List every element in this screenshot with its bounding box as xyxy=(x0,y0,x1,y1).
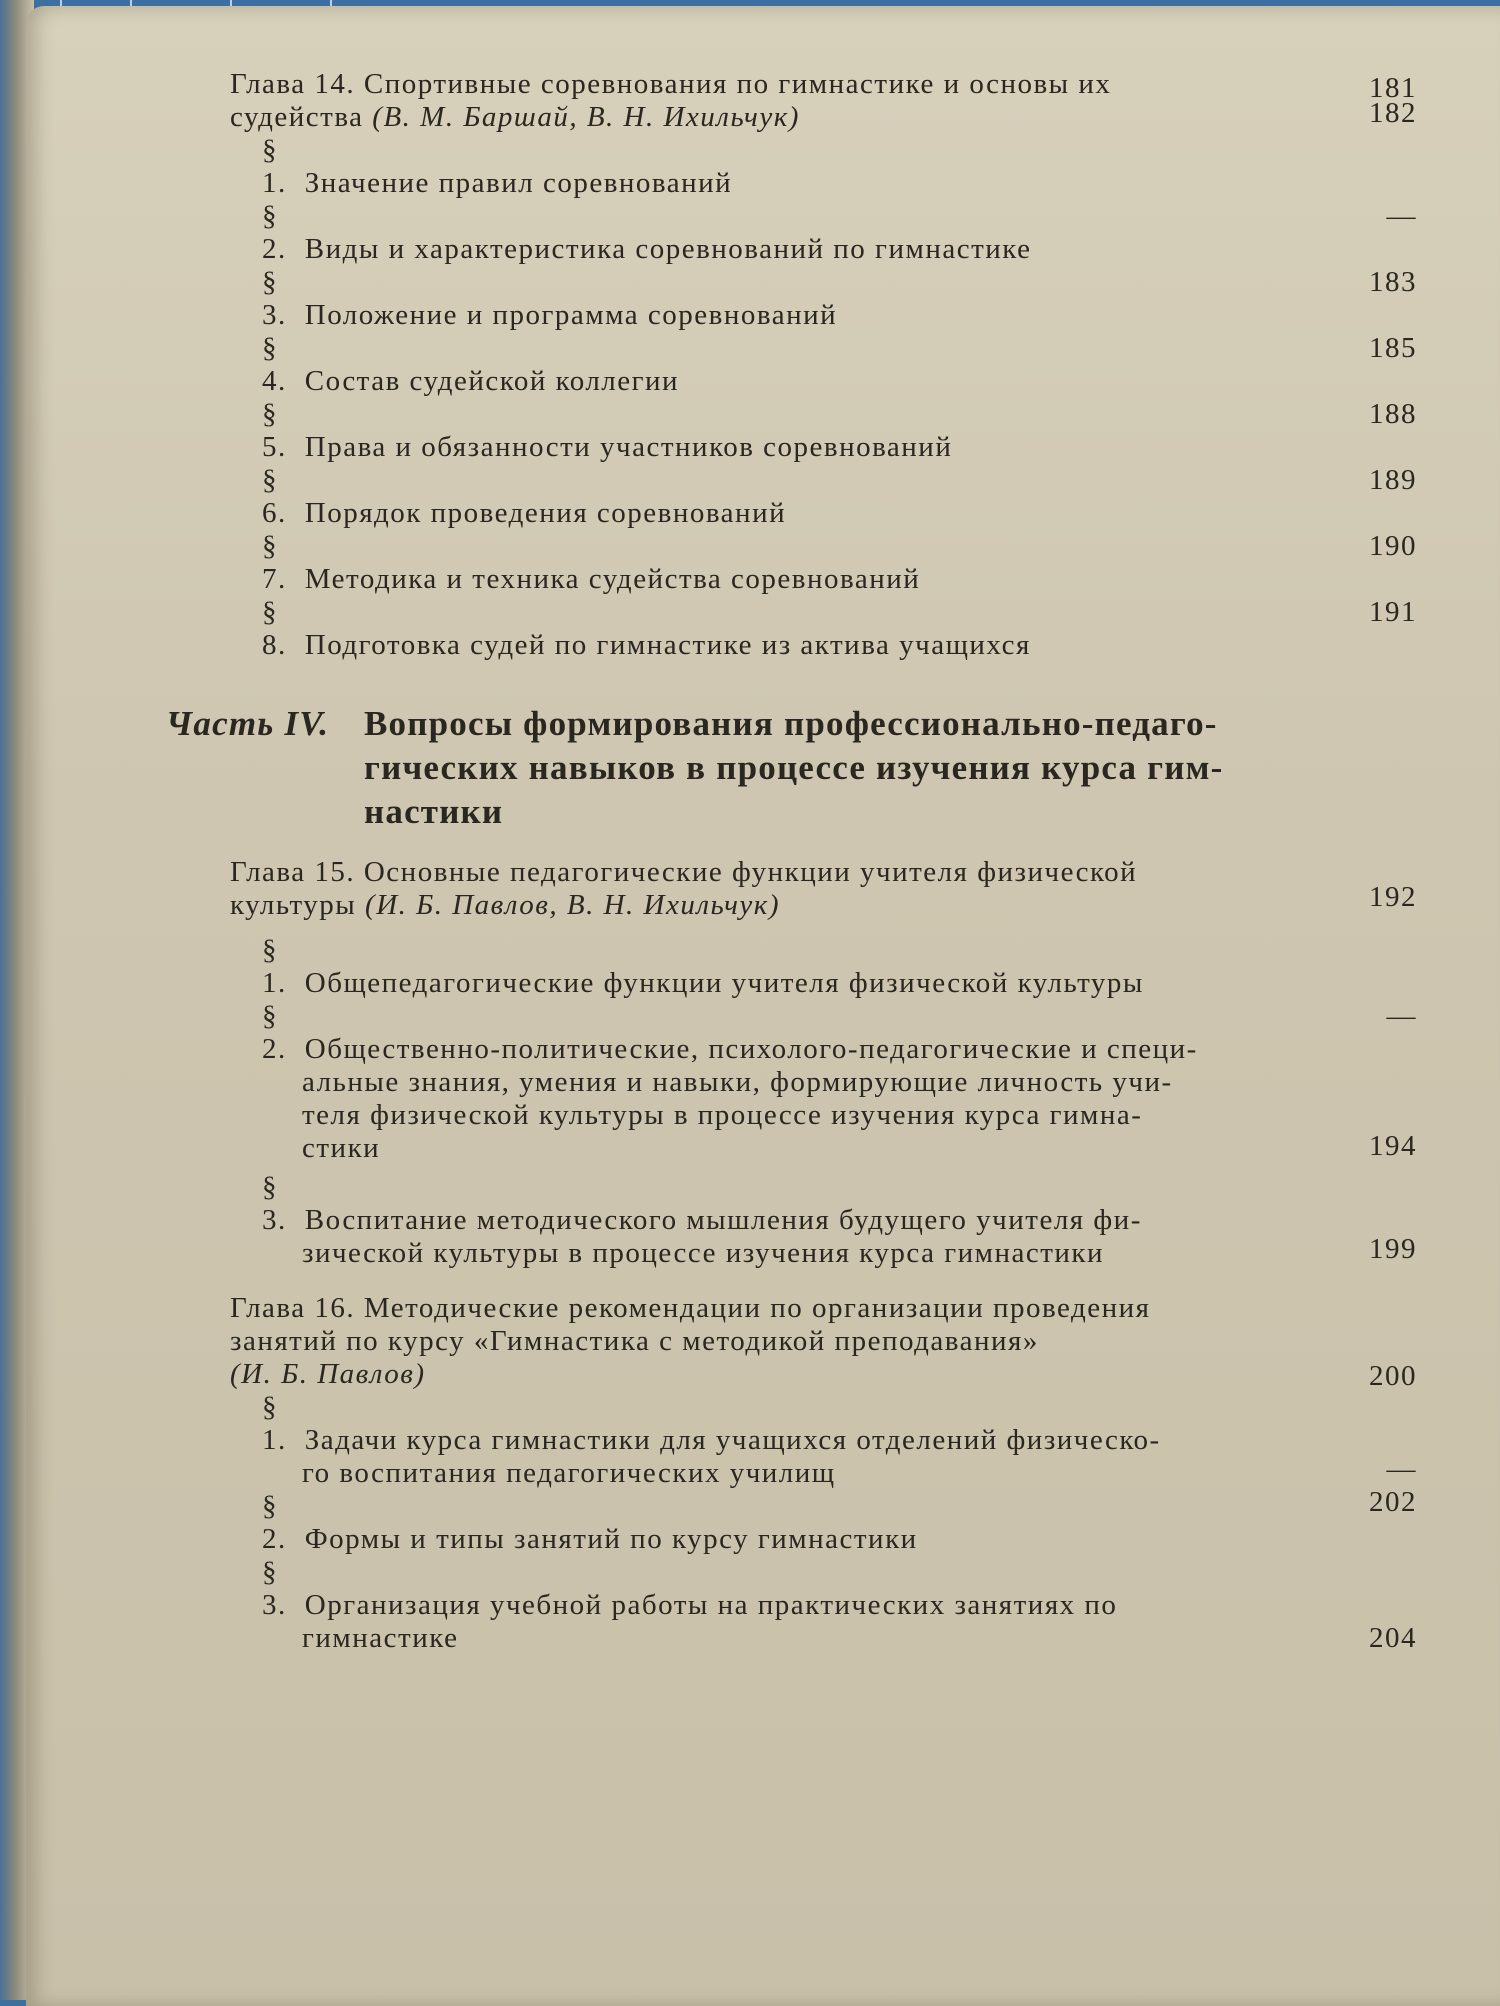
section-page: 189 xyxy=(1369,464,1417,496)
section-mark: § 5. xyxy=(262,398,287,463)
chapter-15-heading-line2 xyxy=(166,881,1417,922)
chapter-14-title-line2: судейства xyxy=(230,101,373,133)
section-mark: § 2. xyxy=(262,1000,287,1065)
section-title-line: Задачи курса гимнастики для учащихся отделений физическо- xyxy=(304,1424,1161,1456)
chapter-14-heading-line2 xyxy=(166,97,1417,134)
section-mark: § 4. xyxy=(262,332,287,397)
chapter-14-heading xyxy=(166,68,1417,104)
toc-section-row xyxy=(166,596,1417,662)
chapter-15-title-line2: культуры xyxy=(230,889,366,921)
chapter-14-authors: (В. М. Баршай, В. Н. Ихильчук) xyxy=(372,101,800,133)
section-title-line: Воспитание методического мышления будущего учителя фи- xyxy=(304,1204,1142,1236)
section-title: Права и обязанности участников соревнований xyxy=(304,431,953,463)
toc-section-row xyxy=(166,464,1417,530)
section-title: Значение правил соревнований xyxy=(304,167,733,199)
section-mark: § 1. xyxy=(262,134,287,199)
book-page xyxy=(26,6,1500,2006)
section-mark: § 8. xyxy=(262,596,287,661)
section-page: 194 xyxy=(1369,1130,1417,1162)
toc-section-row xyxy=(166,1391,1417,1490)
section-page: 199 xyxy=(1369,1233,1417,1265)
section-page: — xyxy=(1386,1000,1417,1032)
section-title: Виды и характеристика соревнований по гимнастике xyxy=(304,233,1032,265)
chapter-16-authors: (И. Б. Павлов) xyxy=(230,1358,426,1390)
section-title: Формы и типы занятий по курсу гимнастики xyxy=(304,1523,918,1555)
chapter-15-authors: (И. Б. Павлов, В. Н. Ихильчук) xyxy=(365,889,780,921)
toc-section-row xyxy=(166,1556,1417,1655)
chapter-14-title-line1: Глава 14. Спортивные соревнования по гимнастике и основы их xyxy=(230,68,1112,100)
chapter-16-title-line2: занятий по курсу «Гимнастика с методикой преподавания» xyxy=(230,1325,1039,1357)
toc-section-row xyxy=(166,1171,1417,1270)
toc-section-row xyxy=(166,134,1381,200)
section-title: Подготовка судей по гимнастике из актива учащихся xyxy=(304,629,1031,661)
section-title-line: Общественно-политические, психолого-педагогические и специ- xyxy=(304,1033,1198,1065)
section-mark: § 1. xyxy=(262,934,287,999)
section-mark: § 1. xyxy=(262,1391,287,1456)
section-page: — xyxy=(1386,200,1417,232)
part-title-line1: Вопросы формирования профессионально-педаго- xyxy=(364,704,1218,743)
section-page: 188 xyxy=(1369,398,1417,430)
section-page: 185 xyxy=(1369,332,1417,364)
toc-section-row xyxy=(166,1486,1417,1556)
chapter-14-page-b: 182 xyxy=(1369,97,1417,129)
section-mark: § 2. xyxy=(262,200,287,265)
section-title: Методика и техника судейства соревнований xyxy=(304,563,921,595)
toc-section-row xyxy=(166,266,1417,332)
section-mark: § 2. xyxy=(262,1490,287,1555)
section-title: Порядок проведения соревнований xyxy=(304,497,787,529)
part-title-line2: гических навыков в процессе изучения курса гим- xyxy=(364,748,1224,787)
toc-section-row xyxy=(166,530,1417,596)
section-mark: § 6. xyxy=(262,464,287,529)
table-of-contents xyxy=(166,68,1417,1655)
section-title-line: теля физической культуры в процессе изучения курса гимна- xyxy=(302,1099,1143,1131)
toc-section-row xyxy=(166,200,1417,266)
section-page: 202 xyxy=(1369,1486,1417,1518)
section-page: 191 xyxy=(1369,596,1417,628)
section-title-line: зической культуры в процессе изучения курса гимнастики xyxy=(302,1237,1105,1269)
chapter-16-title-line1: Глава 16. Методические рекомендации по организации проведения xyxy=(230,1292,1151,1324)
section-mark: § 3. xyxy=(262,1556,287,1621)
section-title-line: гимнастике xyxy=(302,1622,459,1654)
part-title-line3: настики xyxy=(364,792,504,831)
section-page: 183 xyxy=(1369,266,1417,298)
section-title: Состав судейской коллегии xyxy=(304,365,680,397)
chapter-16-page: 200 xyxy=(1369,1360,1417,1392)
part-heading xyxy=(166,702,1381,834)
section-page: 204 xyxy=(1369,1622,1417,1654)
section-title-line: стики xyxy=(302,1132,381,1164)
section-title: Общепедагогические функции учителя физической культуры xyxy=(304,967,1144,999)
part-label: Часть IV. xyxy=(166,704,330,743)
section-title-line: Организация учебной работы на практических занятиях по xyxy=(304,1589,1118,1621)
section-page: 190 xyxy=(1369,530,1417,562)
chapter-15-page: 192 xyxy=(1369,881,1417,913)
section-title-line: го воспитания педагогических училищ xyxy=(302,1457,836,1489)
section-page: — xyxy=(1386,1453,1417,1485)
chapter-15-title-line1: Глава 15. Основные педагогические функции учителя физической xyxy=(230,856,1138,888)
toc-section-row xyxy=(166,398,1417,464)
chapter-16-heading xyxy=(166,1292,1417,1392)
chapter-14-page-a: 181 xyxy=(1369,72,1417,104)
toc-section-row xyxy=(166,934,1417,1032)
section-mark: § 7. xyxy=(262,530,287,595)
toc-section-row xyxy=(166,1000,1417,1165)
section-title-line: альные знания, умения и навыки, формирующие личность учи- xyxy=(302,1066,1173,1098)
section-mark: § 3. xyxy=(262,1171,287,1236)
section-title: Положение и программа соревнований xyxy=(304,299,838,331)
toc-section-row xyxy=(166,332,1417,398)
section-mark: § 3. xyxy=(262,266,287,331)
chapter-15-heading xyxy=(166,856,1381,889)
